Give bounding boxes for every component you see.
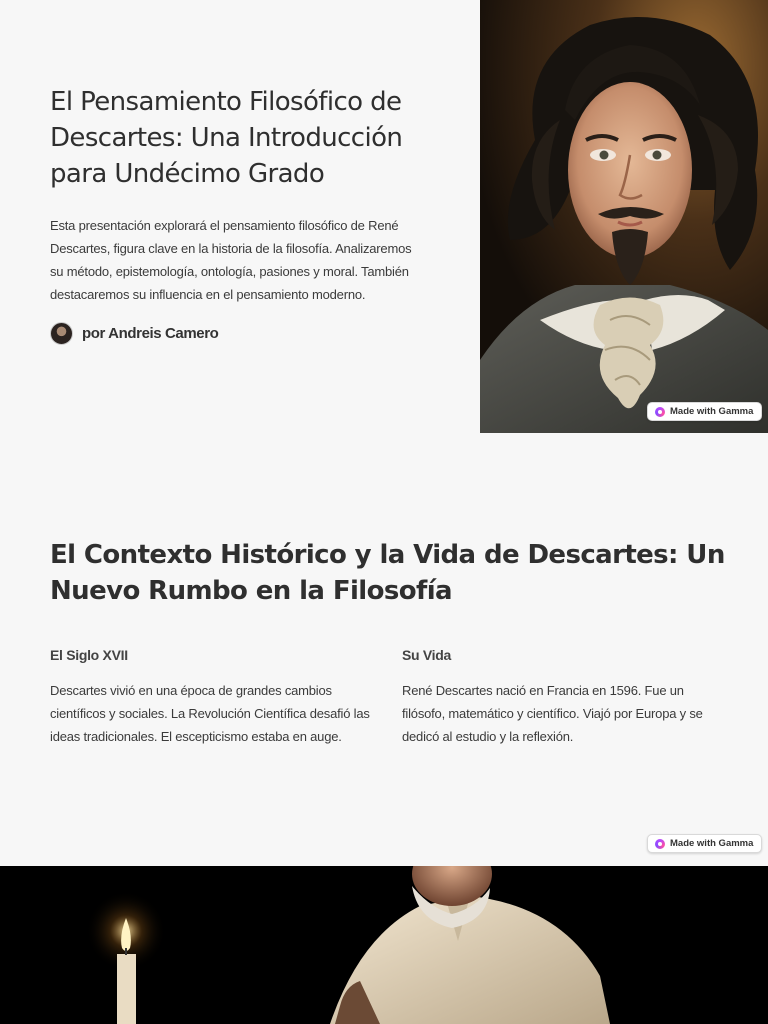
column-text: René Descartes nació en Francia en 1596. Fue un filósofo, matemático y científico. Viajó por Europa y se dedicó al estudio y la reflexión. — [402, 683, 703, 744]
badge-label: Made with Gamma — [670, 838, 754, 849]
slide-title: El Pensamiento Filosófico de Descartes: Una Introducción para Undécimo Grado — [50, 87, 403, 189]
column-heading: El Siglo XVII — [50, 647, 128, 663]
column-siglo-xvii — [50, 645, 370, 748]
made-with-gamma-badge[interactable] — [647, 834, 762, 853]
slide-description: Esta presentación explorará el pensamiento filosófico de René Descartes, figura clave en la historia de la filosofía. Analizaremos su método, epistemología, ontología, pasiones y moral. También destacaremos su influencia en el pensamiento moderno. — [50, 218, 412, 302]
slide-context — [0, 433, 768, 866]
column-heading: Su Vida — [402, 647, 451, 663]
slide-title: El Contexto Histórico y la Vida de Descartes: Un Nuevo Rumbo en la Filosofía — [50, 540, 725, 606]
column-su-vida — [402, 645, 722, 748]
author-name: por Andreis Camero — [82, 325, 219, 342]
author-byline — [50, 322, 218, 345]
gamma-logo-icon — [655, 839, 665, 849]
candle-scene-image — [0, 866, 768, 1024]
made-with-gamma-badge[interactable] — [647, 402, 762, 421]
slide-candle-image — [0, 866, 768, 1024]
badge-label: Made with Gamma — [670, 406, 754, 417]
author-avatar — [50, 322, 73, 345]
portrait-illustration — [480, 0, 768, 433]
column-text: Descartes vivió en una época de grandes cambios científicos y sociales. La Revolución Científica desafió las ideas tradicionales. El escepticismo estaba en auge. — [50, 683, 370, 744]
slide-intro — [0, 0, 768, 433]
descartes-portrait — [480, 0, 768, 433]
gamma-logo-icon — [655, 407, 665, 417]
